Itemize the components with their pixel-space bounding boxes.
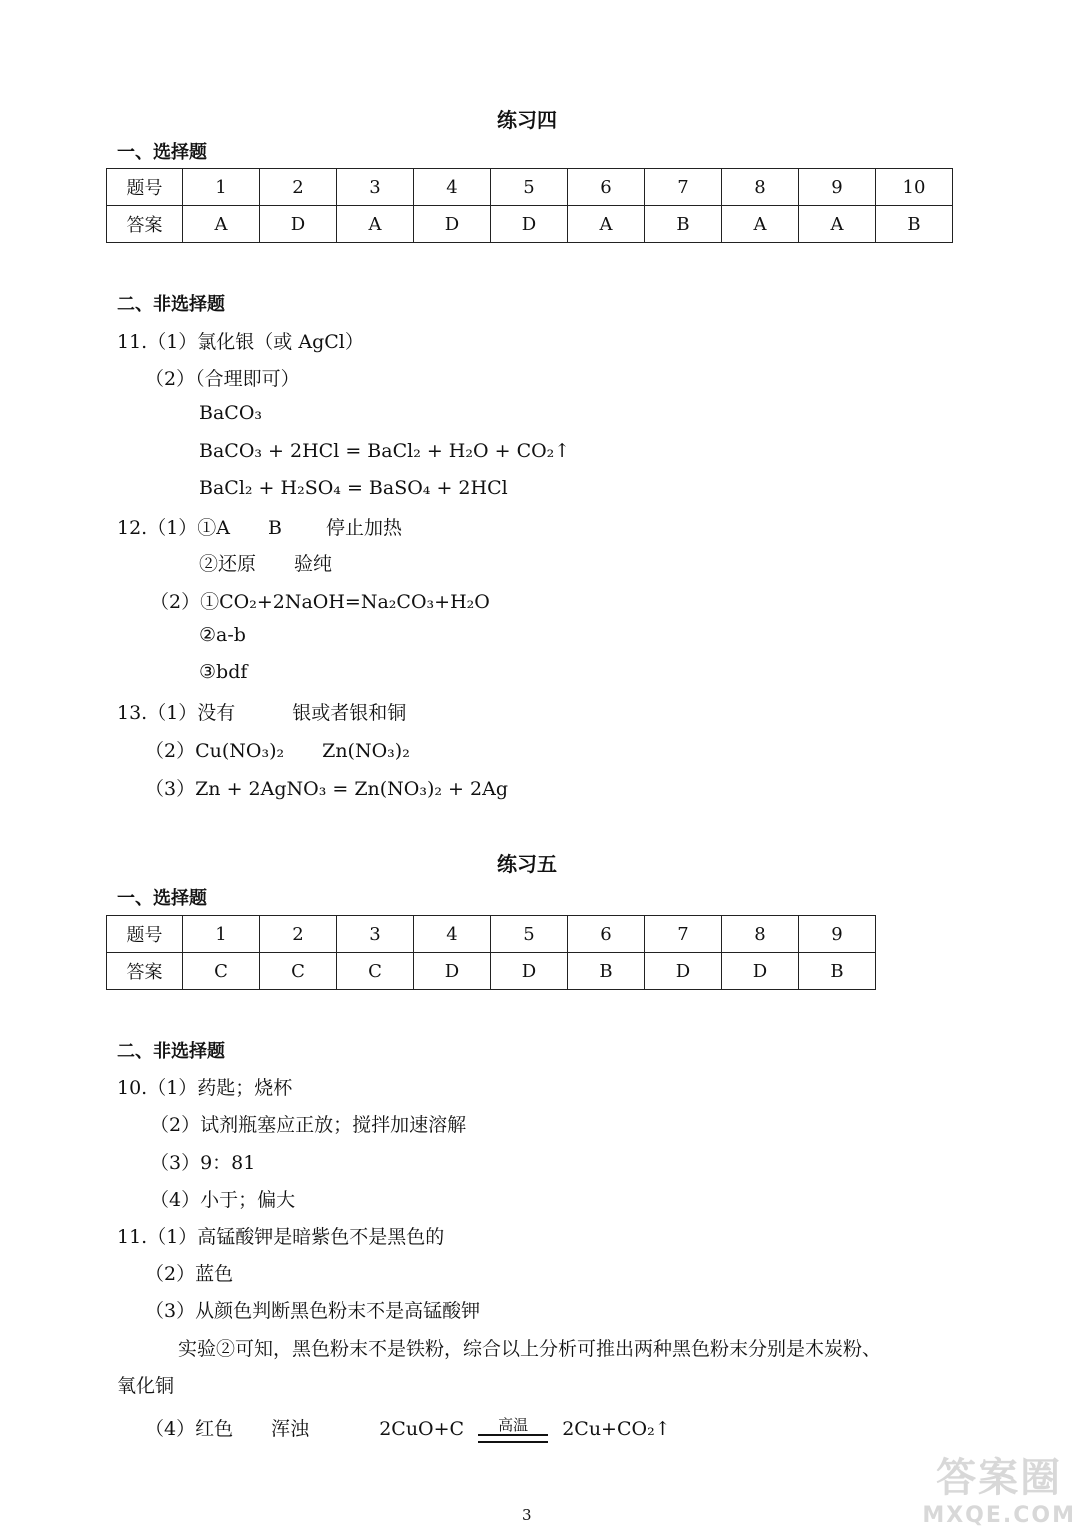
row-label: 题号 — [107, 169, 183, 206]
answer-cell: B — [799, 953, 876, 990]
answer-line: 11.（1）高锰酸钾是暗紫色不是黑色的 — [117, 1226, 445, 1248]
answer-line: （2）Cu(NO₃)₂ Zn(NO₃)₂ — [145, 740, 410, 762]
question-number: 6 — [568, 169, 645, 206]
question-number: 1 — [183, 916, 260, 953]
answer-cell: A — [568, 206, 645, 243]
answer-cell: D — [491, 206, 568, 243]
question-number: 7 — [645, 169, 722, 206]
equation-lhs: 2CuO+C — [379, 1418, 465, 1440]
answer-cell: C — [337, 953, 414, 990]
question-number: 9 — [799, 169, 876, 206]
answer-cell: B — [876, 206, 953, 243]
answer-cell: D — [491, 953, 568, 990]
answer-cell: D — [260, 206, 337, 243]
table-row-questions — [107, 169, 953, 206]
answer-cell: A — [337, 206, 414, 243]
row-label: 答案 — [107, 206, 183, 243]
ex5-section-choice: 一、选择题 — [117, 888, 207, 909]
final-answer-line — [145, 1414, 671, 1443]
equation-rhs: 2Cu+CO₂↑ — [562, 1418, 671, 1440]
answer-line: ②a-b — [199, 624, 246, 646]
answer-line: （2）蓝色 — [145, 1263, 234, 1285]
answer-cell: D — [414, 206, 491, 243]
question-number: 8 — [722, 169, 799, 206]
table-row-questions — [107, 916, 876, 953]
answer-line: ③bdf — [199, 661, 248, 683]
answer-line: 实验②可知，黑色粉末不是铁粉，综合以上分析可推出两种黑色粉末分别是木炭粉、 — [178, 1338, 882, 1360]
question-number: 4 — [414, 169, 491, 206]
question-number: 7 — [645, 916, 722, 953]
answer-line: （3）从颜色判断黑色粉末不是高锰酸钾 — [145, 1300, 481, 1322]
answer-line: （2）试剂瓶塞应正放；搅拌加速溶解 — [150, 1114, 467, 1136]
question-number: 5 — [491, 169, 568, 206]
reaction-arrow — [478, 1417, 548, 1443]
answer-line: 氧化铜 — [117, 1375, 175, 1397]
row-label: 答案 — [107, 953, 183, 990]
answer-cell: A — [799, 206, 876, 243]
watermark-bottom: MXQE.COM — [922, 1503, 1076, 1528]
answer-line: 10.（1）药匙；烧杯 — [117, 1077, 293, 1099]
question-number: 5 — [491, 916, 568, 953]
answer-line: （3）9：81 — [150, 1152, 256, 1174]
ex5-answer-table — [106, 915, 876, 990]
answer-line: （2）（合理即可） — [145, 368, 300, 390]
question-number: 6 — [568, 916, 645, 953]
answer-cell: A — [722, 206, 799, 243]
question-number: 2 — [260, 169, 337, 206]
watermark-logo — [922, 1446, 1076, 1528]
answer-cell: B — [645, 206, 722, 243]
answer-cell: C — [260, 953, 337, 990]
reaction-condition: 高温 — [498, 1416, 529, 1434]
chem-equation: BaCO₃ + 2HCl = BaCl₂ + H₂O + CO₂↑ — [199, 440, 571, 462]
answer-cell: D — [722, 953, 799, 990]
question-number: 9 — [799, 916, 876, 953]
answer-cell: D — [414, 953, 491, 990]
question-number: 1 — [183, 169, 260, 206]
answer-line: （4）小于；偏大 — [150, 1189, 296, 1211]
question-number: 4 — [414, 916, 491, 953]
answer-line: 11.（1）氯化银（或 AgCl） — [117, 331, 364, 353]
table-row-answers — [107, 953, 876, 990]
chem-equation: BaCl₂ + H₂SO₄ = BaSO₄ + 2HCl — [199, 477, 508, 499]
ex4-title: 练习四 — [497, 108, 557, 132]
question-number: 2 — [260, 916, 337, 953]
chem-formula: BaCO₃ — [199, 402, 263, 424]
chem-equation: （3）Zn + 2AgNO₃ = Zn(NO₃)₂ + 2Ag — [145, 778, 508, 800]
page-number: 3 — [522, 1506, 532, 1524]
question-number: 3 — [337, 916, 414, 953]
row-label: 题号 — [107, 916, 183, 953]
question-number: 8 — [722, 916, 799, 953]
table-row-answers — [107, 206, 953, 243]
ex4-section-choice: 一、选择题 — [117, 142, 207, 163]
answer-cell: D — [645, 953, 722, 990]
answer-prefix: （4）红色 浑浊 — [145, 1418, 310, 1440]
chem-equation: （2）①CO₂+2NaOH=Na₂CO₃+H₂O — [150, 591, 490, 613]
answer-line: ②还原 验纯 — [199, 553, 333, 575]
question-number: 10 — [876, 169, 953, 206]
answer-cell: A — [183, 206, 260, 243]
answer-cell: B — [568, 953, 645, 990]
ex4-section-nonchoice: 二、非选择题 — [117, 294, 225, 315]
watermark-top: 答案圈 — [936, 1455, 1063, 1501]
ex5-title: 练习五 — [497, 852, 557, 876]
double-bar-icon — [478, 1434, 548, 1443]
ex4-answer-table — [106, 168, 953, 243]
answer-line: 13.（1）没有 银或者银和铜 — [117, 702, 407, 724]
question-number: 3 — [337, 169, 414, 206]
ex5-section-nonchoice: 二、非选择题 — [117, 1041, 225, 1062]
answer-cell: C — [183, 953, 260, 990]
answer-line: 12.（1）①A B 停止加热 — [117, 517, 403, 539]
